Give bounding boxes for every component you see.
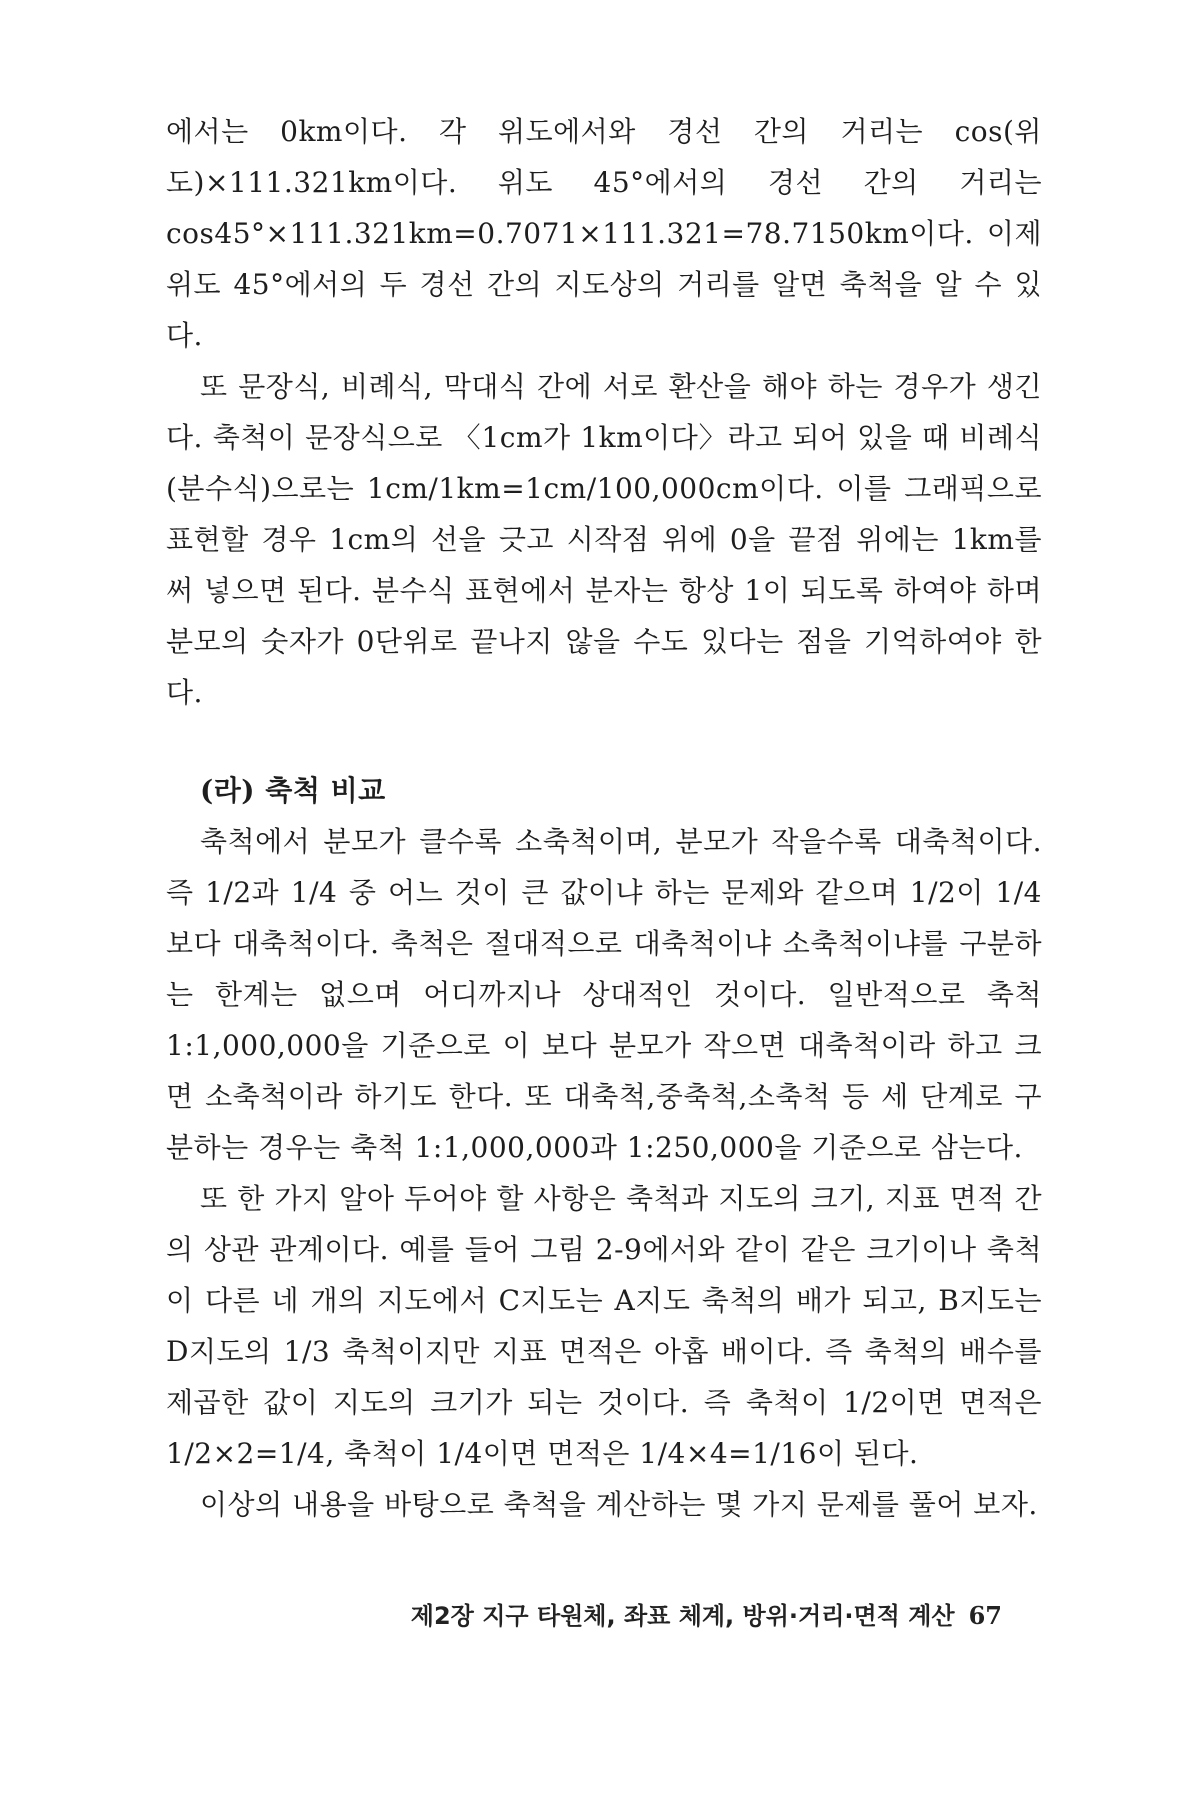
section-heading-scale-comparison: (라) 축척 비교 <box>200 774 386 807</box>
body-paragraph-5: 이상의 내용을 바탕으로 축척을 계산하는 몇 가지 문제를 풀어 보자. <box>200 1488 1038 1521</box>
body-paragraph-1: 에서는 0km이다. 각 위도에서와 경선 간의 거리는 cos(위도)×111.321km이다. 위도 45°에서의 경선 간의 거리는 cos45°×111.321km=0.7071×111.321=78.7150km이다. 이제 위도 45°에서의 두 경선 간의 지도상의 거리를 알면 축척을 알 수 있다. <box>166 115 1042 352</box>
body-paragraph-2: 또 문장식, 비례식, 막대식 간에 서로 환산을 해야 하는 경우가 생긴다. 축척이 문장식으로 〈1cm가 1km이다〉라고 되어 있을 때 비례식(분수식)으로는 1cm/1km=1cm/100,000cm이다. 이를 그래픽으로 표현할 경우 1cm의 선을 긋고 시작점 위에 0을 끝점 위에는 1km를 써 넣으면 된다. 분수식 표현에서 분자는 항상 1이 되도록 하여야 하며 분모의 숫자가 0단위로 끝나지 않을 수도 있다는 점을 기억하여야 한다. <box>166 370 1042 709</box>
running-footer <box>400 1600 1002 1632</box>
footer-chapter-title: 제2장 지구 타원체, 좌표 체계, 방위·거리·면적 계산 <box>410 1602 955 1630</box>
body-paragraph-3: 축척에서 분모가 클수록 소축척이며, 분모가 작을수록 대축척이다. 즉 1/2과 1/4 중 어느 것이 큰 값이냐 하는 문제와 같으며 1/2이 1/4보다 대축척이다. 축척은 절대적으로 대축척이냐 소축척이냐를 구분하는 한계는 없으며 어디까지나 상대적인 것이다. 일반적으로 축척 1:1,000,000을 기준으로 이 보다 분모가 작으면 대축척이라 하고 크면 소축척이라 하기도 한다. 또 대축척,중축척,소축척 등 세 단계로 구분하는 경우는 축척 1:1,000,000과 1:250,000을 기준으로 삼는다. <box>166 825 1042 1164</box>
body-paragraph-4: 또 한 가지 알아 두어야 할 사항은 축척과 지도의 크기, 지표 면적 간의 상관 관계이다. 예를 들어 그림 2-9에서와 같이 같은 크기이나 축척이 다른 네 개의 지도에서 C지도는 A지도 축척의 배가 되고, B지도는 D지도의 1/3 축척이지만 지표 면적은 아홉 배이다. 즉 축척의 배수를 제곱한 값이 지도의 크기가 되는 것이다. 즉 축척이 1/2이면 면적은 1/2×2=1/4, 축척이 1/4이면 면적은 1/4×4=1/16이 된다. <box>166 1182 1042 1470</box>
page-body <box>166 106 1042 1530</box>
page-number: 67 <box>968 1601 1002 1630</box>
